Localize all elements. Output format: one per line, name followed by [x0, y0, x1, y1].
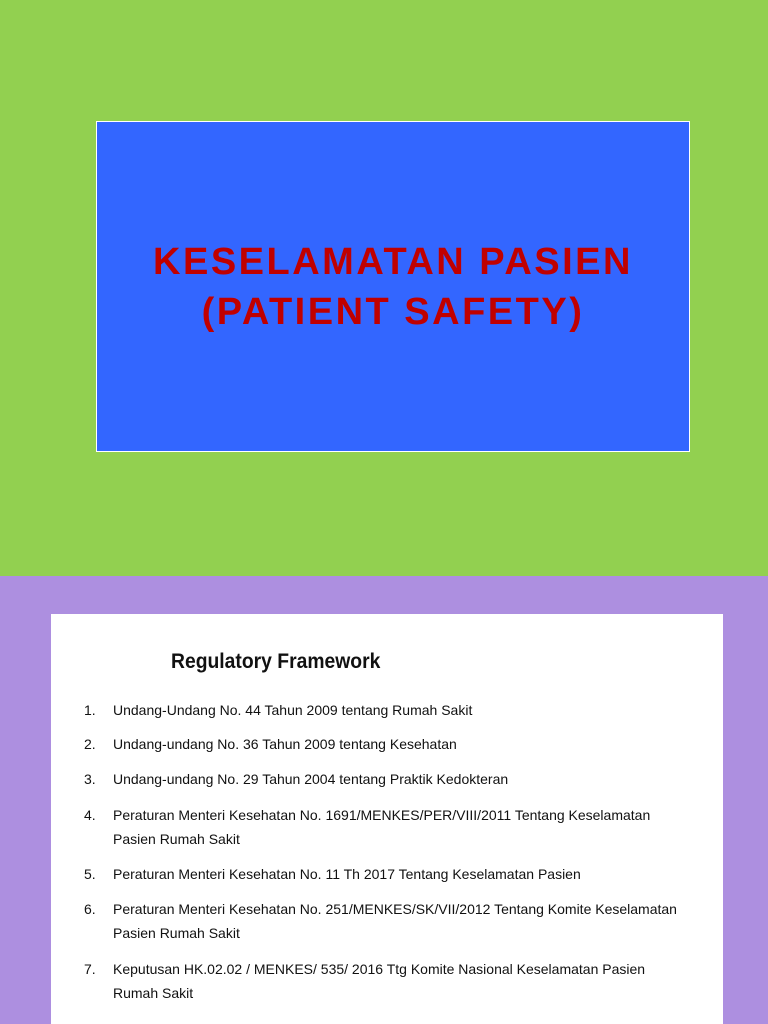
item-number: 4. [84, 807, 96, 823]
item-text: Peraturan Menteri Kesehatan No. 1691/MENKES/PER/VIII/2011 Tentang Keselamatan [113, 807, 651, 823]
item-text: Peraturan Menteri Kesehatan No. 251/MENKES/SK/VII/2012 Tentang Komite Keselamatan [113, 901, 677, 917]
item-text: Peraturan Menteri Kesehatan No. 11 Th 2017 Tentang Keselamatan Pasien [113, 866, 581, 882]
item-number: 7. [84, 961, 96, 977]
item-text: Undang-Undang No. 44 Tahun 2009 tentang Rumah Sakit [113, 702, 473, 718]
doc-heading: Regulatory Framework [171, 650, 381, 673]
item-text: Undang-undang No. 29 Tahun 2004 tentang Praktik Kedokteran [113, 771, 509, 787]
item-text: Keputusan HK.02.02 / MENKES/ 535/ 2016 Ttg Komite Nasional Keselamatan Pasien [113, 961, 646, 977]
item-text-continued: Pasien Rumah Sakit [113, 831, 240, 847]
item-number: 2. [84, 736, 96, 752]
item-text-continued: Rumah Sakit [113, 985, 194, 1001]
title-box [96, 121, 690, 452]
document-card [51, 614, 723, 1024]
item-text: Undang-undang No. 36 Tahun 2009 tentang Kesehatan [113, 736, 457, 752]
item-number: 3. [84, 771, 96, 787]
item-number: 1. [84, 702, 96, 718]
item-number: 5. [84, 866, 96, 882]
item-number: 6. [84, 901, 96, 917]
title-line-1: KESELAMATAN PASIEN [153, 240, 633, 283]
regulatory-slide [0, 576, 768, 1024]
item-text-continued: Pasien Rumah Sakit [113, 925, 240, 941]
title-line-2: (PATIENT SAFETY) [201, 290, 585, 333]
